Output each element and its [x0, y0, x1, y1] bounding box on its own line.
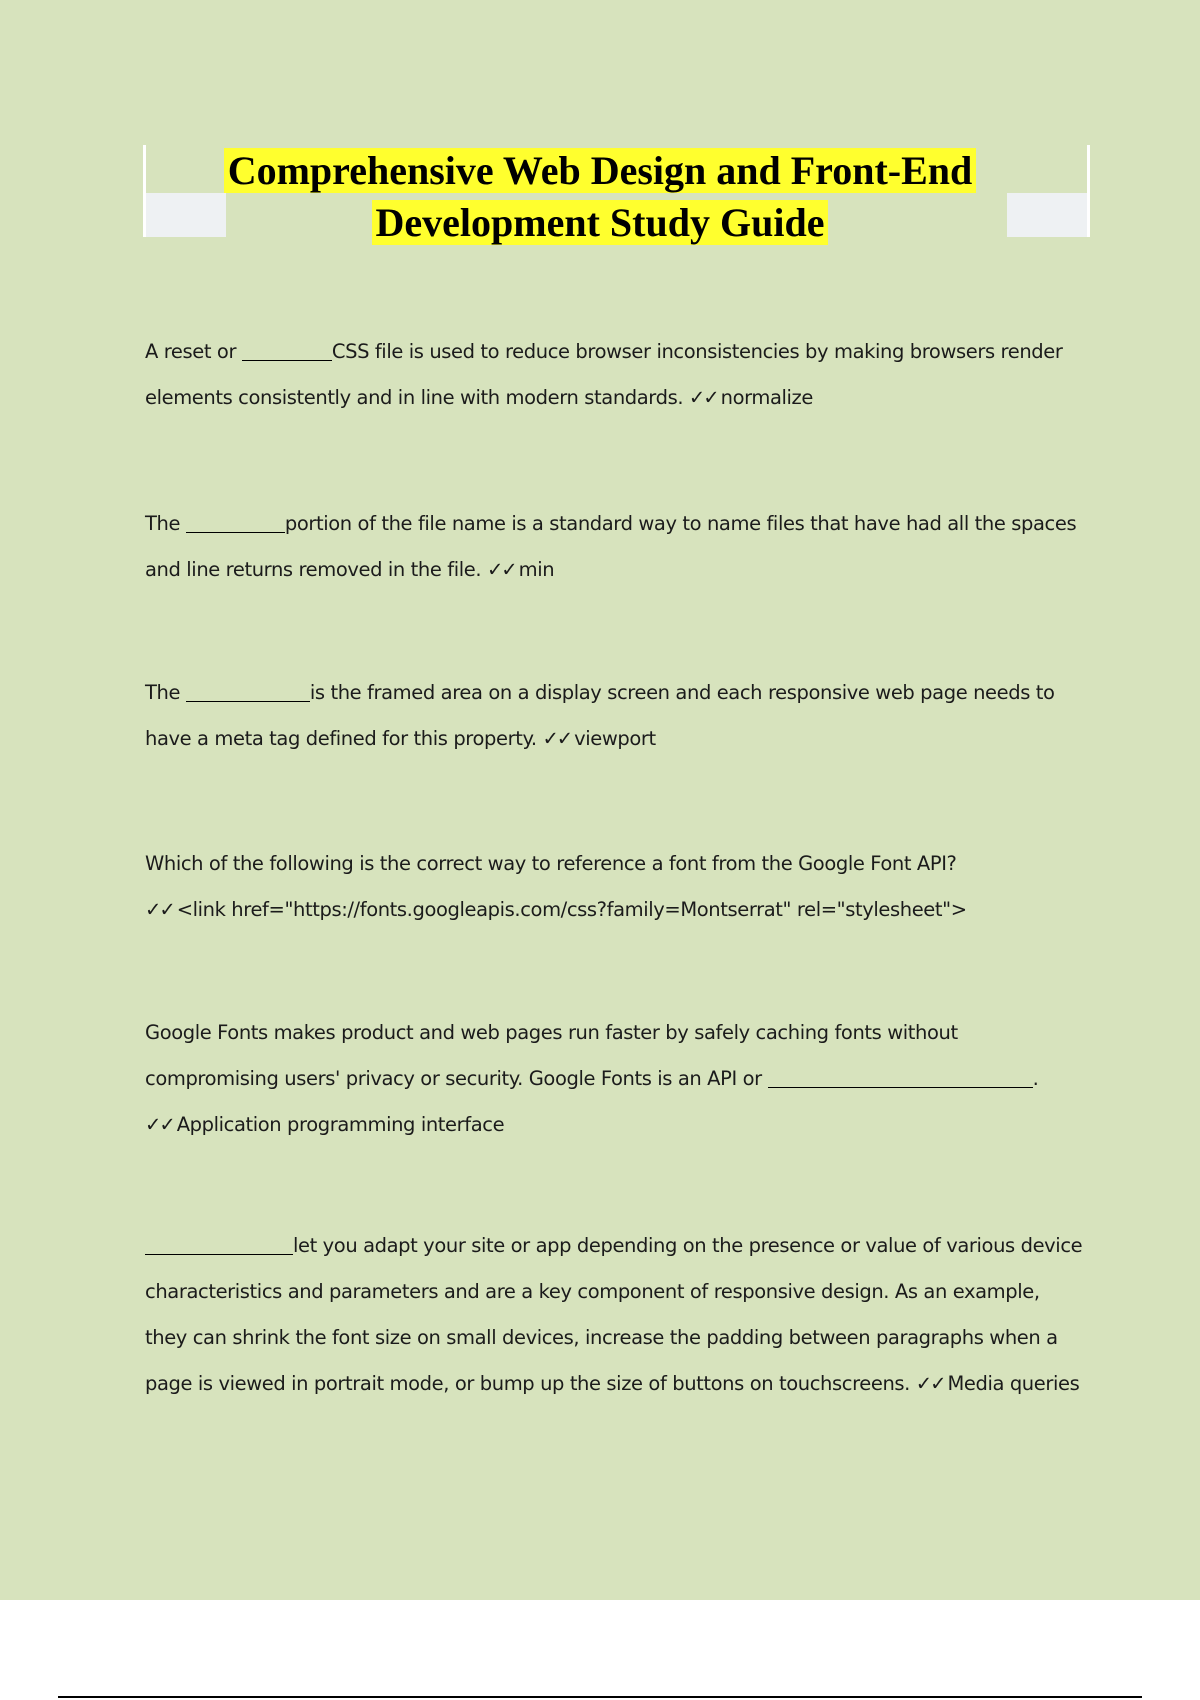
question-2-text-after: portion of the file name is a standard way to name files that have had all the spaces and line returns removed in the file.	[145, 512, 1077, 581]
question-3-answer: viewport	[574, 727, 656, 750]
answer-blank	[186, 682, 310, 703]
question-2-answer: min	[518, 558, 555, 581]
question-4-answer: <link href="https://fonts.googleapis.com/css?family=Montserrat" rel="stylesheet">	[176, 898, 967, 921]
question-5-answer: Application programming interface	[176, 1113, 505, 1136]
question-5-text-before: Google Fonts makes product and web pages run faster by safely caching fonts without compromising users' privacy or security. Google Fonts is an API or	[145, 1021, 958, 1090]
question-4	[145, 841, 1085, 933]
question-1-text-after: CSS file is used to reduce browser inconsistencies by making browsers render elements consistently and in line with modern standards.	[145, 340, 1063, 409]
page-title	[160, 145, 1040, 249]
answer-blank	[242, 341, 332, 362]
question-1	[145, 329, 1085, 421]
footer-divider	[58, 1696, 1142, 1698]
question-2	[145, 501, 1085, 593]
question-3	[145, 670, 1085, 762]
check-icon: ✓✓	[145, 898, 174, 921]
check-icon: ✓✓	[688, 386, 718, 409]
answer-blank	[186, 513, 285, 534]
check-icon: ✓✓	[915, 1372, 945, 1395]
question-3-text-after: is the framed area on a display screen and each responsive web page needs to have a meta tag defined for this property.	[145, 681, 1055, 750]
question-6	[145, 1223, 1085, 1407]
question-5-text-after: .	[1032, 1067, 1039, 1090]
answer-blank	[768, 1068, 1033, 1089]
check-icon: ✓✓	[542, 727, 572, 750]
question-1-text-before: A reset or	[145, 340, 242, 363]
check-icon: ✓✓	[486, 558, 516, 581]
answer-blank	[145, 1235, 293, 1256]
page-title-line-2: Development Study Guide	[372, 200, 829, 245]
question-4-text: Which of the following is the correct way to reference a font from the Google Font API?	[145, 852, 957, 875]
question-2-text-before: The	[145, 512, 186, 535]
question-5	[145, 1010, 1085, 1148]
title-frame-right-edge	[1087, 145, 1090, 237]
check-icon: ✓✓	[145, 1113, 174, 1136]
question-6-text-after: let you adapt your site or app depending on the presence or value of various device characteristics and parameters and are a key component of responsive design. As an example, they can shrink the font size on small devices, increase the padding between paragraphs when a page is viewed in portrait mode, or bump up the size of buttons on touchscreens.	[145, 1234, 1083, 1395]
question-3-text-before: The	[145, 681, 186, 704]
question-1-answer: normalize	[720, 386, 813, 409]
page-title-line-1: Comprehensive Web Design and Front-End	[224, 148, 977, 193]
question-6-answer: Media queries	[947, 1372, 1080, 1395]
